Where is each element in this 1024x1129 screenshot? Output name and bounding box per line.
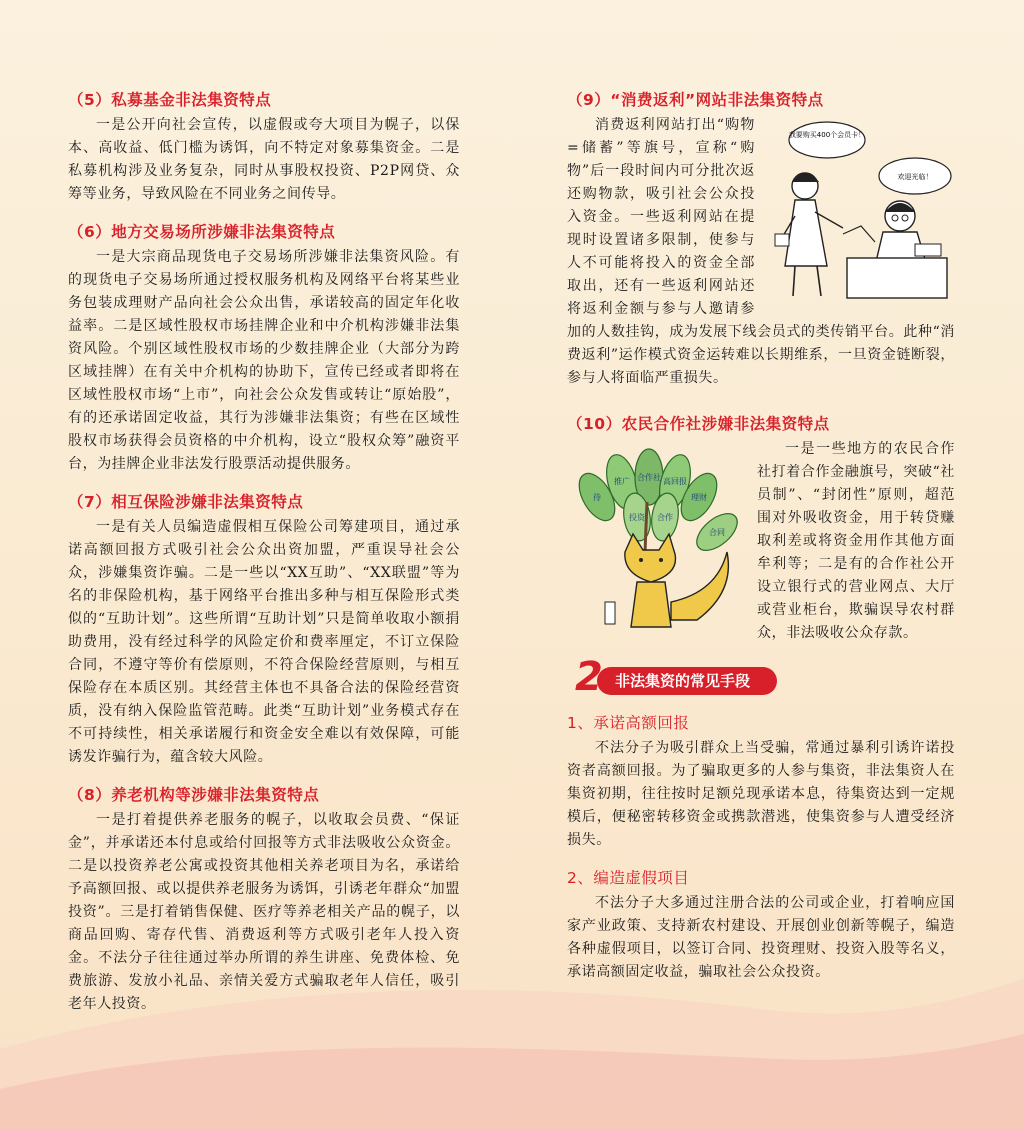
- left-column: [68, 88, 460, 1030]
- section-elderly-care: [68, 783, 460, 1016]
- leaf-label: 高回报: [663, 477, 687, 486]
- section-private-fund: [68, 88, 460, 206]
- section-text: 一是大宗商品现货电子交易场所涉嫌非法集资风险。有的现货电子交易场所通过授权服务机构及网络平台将某些业务包装成理财产品向社会公众出售，承诺较高的固定年化收益率。二是区域性股权市场挂牌企业和中介机构涉嫌非法集资风险。个别区域性股权市场的少数挂牌企业（大部分为跨区域挂牌）在有关中介机构的协助下，宣传已经或者即将在区域性股权市场“上市”，向社会公众发售或转让“原始股”，有的还承诺固定收益，其行为涉嫌非法集资；有些在区域性股权市场获得会员资格的中介机构，设立“股权众筹”融资平台，为挂牌企业非法发行股票活动提供服务。: [68, 249, 460, 472]
- right-column: [567, 88, 955, 998]
- leaf-label: 合作社: [637, 473, 661, 482]
- means-heading: 1、承诺高额回报: [567, 714, 690, 732]
- section-banner: [567, 654, 955, 703]
- section-mutual-insurance: [68, 490, 460, 769]
- section-consumer-rebate: [567, 88, 955, 390]
- means-high-return: [567, 711, 955, 852]
- section-text: 一是有关人员编造虚假相互保险公司筹建项目，通过承诺高额回报方式吸引社会公众出资加盟，严重误导社会公众，涉嫌集资诈骗。二是一些以“XX互助”、“XX联盟”等为名的非保险机构，基于网络平台推出多种与相互保险形式类似的“互助计划”。这些所谓“互助计划”只是简单收取小额捐助费用，没有经过科学的风险定价和费率厘定，不订立保险合同，不遵守等价有偿原则，不符合保险经营原则，与相互保险存在本质区别。其经营主体也不具备合法的保险经营资质，没有纳入保险监管范畴。此类“互助计划”业务模式存在不可持续性，相关承诺履行和资金安全难以有效保障，可能诱发诈骗行为，蕴含较大风险。: [68, 519, 460, 765]
- section-text: 一是一些地方的农民合作社打着合作金融旗号，突破“社员制”、“封闭性”原则，超范围对外吸收资金，用于转贷赚取利差或将资金用作其他方面牟利等；二是有的合作社公开设立银行式的营业网点、大厅或营业柜台，欺骗误导农村群众，非法吸收公众存款。: [757, 441, 955, 641]
- section-heading: （10）农民合作社涉嫌非法集资特点: [567, 415, 830, 433]
- leaf-label: 待: [593, 493, 601, 502]
- leaf-label: 合同: [709, 528, 725, 537]
- leaf-label: 理财: [691, 493, 707, 502]
- section-heading: （8）养老机构等涉嫌非法集资特点: [68, 786, 320, 804]
- section-local-exchange: [68, 220, 460, 476]
- shopping-cartoon: [765, 116, 955, 306]
- leaf-label: 推广: [614, 477, 630, 486]
- bubble-text: 欢迎光临！: [897, 173, 933, 181]
- banner-title: 非法集资的常见手段: [597, 667, 777, 695]
- means-heading: 2、编造虚假项目: [567, 869, 690, 887]
- means-fake-project: [567, 866, 955, 984]
- section-heading: （7）相互保险涉嫌非法集资特点: [68, 493, 304, 511]
- section-text: 一是公开向社会宣传，以虚假或夸大项目为幌子，以保本、高收益、低门槛为诱饵，向不特定对象募集资金。二是私募机构涉及业务复杂，同时从事股权投资、P2P网贷、众筹等业务，导致风险在不同业务之间传导。: [68, 117, 460, 202]
- fox-tree-cartoon: [567, 442, 747, 642]
- bubble-text: 我要购买400个会员卡！: [788, 131, 866, 139]
- section-heading: （6）地方交易场所涉嫌非法集资特点: [68, 223, 336, 241]
- leaf-label: 投资: [629, 513, 645, 522]
- section-text: 一是打着提供养老服务的幌子，以收取会员费、“保证金”，并承诺还本付息或给付回报等方式非法吸收公众资金。二是以投资养老公寓或投资其他相关养老项目为名，承诺给予高额回报、或以提供养老服务为诱饵，引诱老年群众“加盟投资”。三是打着销售保健、医疗等养老相关产品的幌子，以商品回购、寄存代售、消费返利等方式吸引老年人投入资金。不法分子往往通过举办所谓的养生讲座、免费体检、免费旅游、发放小礼品、亲情关爱方式骗取老年人信任，吸引老年人投资。: [68, 812, 460, 1012]
- section-heading: （9）“消费返利”网站非法集资特点: [567, 91, 824, 109]
- section-heading: （5）私募基金非法集资特点: [68, 91, 272, 109]
- means-text: 不法分子为吸引群众上当受骗，常通过暴利引诱许诺投资者高额回报。为了骗取更多的人参与集资，非法集资人在集资初期，往往按时足额兑现承诺本息，待集资达到一定规模后，便秘密转移资金或携款潜逃，使集资参与人遭受经济损失。: [567, 740, 955, 848]
- means-text: 不法分子大多通过注册合法的公司或企业，打着响应国家产业政策、支持新农村建设、开展创业创新等幌子，编造各种虚假项目，以签订合同、投资理财、投资入股等名义，承诺高额固定收益，骗取社会公众投资。: [567, 895, 955, 980]
- section-farmer-coop: [567, 412, 955, 645]
- leaf-label: 合作: [657, 513, 673, 522]
- banner-number: 2: [575, 654, 603, 700]
- section-text: 消费返利网站打出“购物=储蓄”等旗号，宣称“购物”后一段时间内可分批次返还购物款，吸引社会公众投入资金。一些返利网站在提现时设置诸多限制，使参与人不可能将投入的资金全部取出，还有一些返利网站还将返利金额与参与人邀请参加的人数挂钩，成为发展下线会员式的类传销平台。此种“消费返利”运作模式资金运转难以长期维系，一旦资金链断裂，参与人将面临严重损失。: [567, 117, 955, 386]
